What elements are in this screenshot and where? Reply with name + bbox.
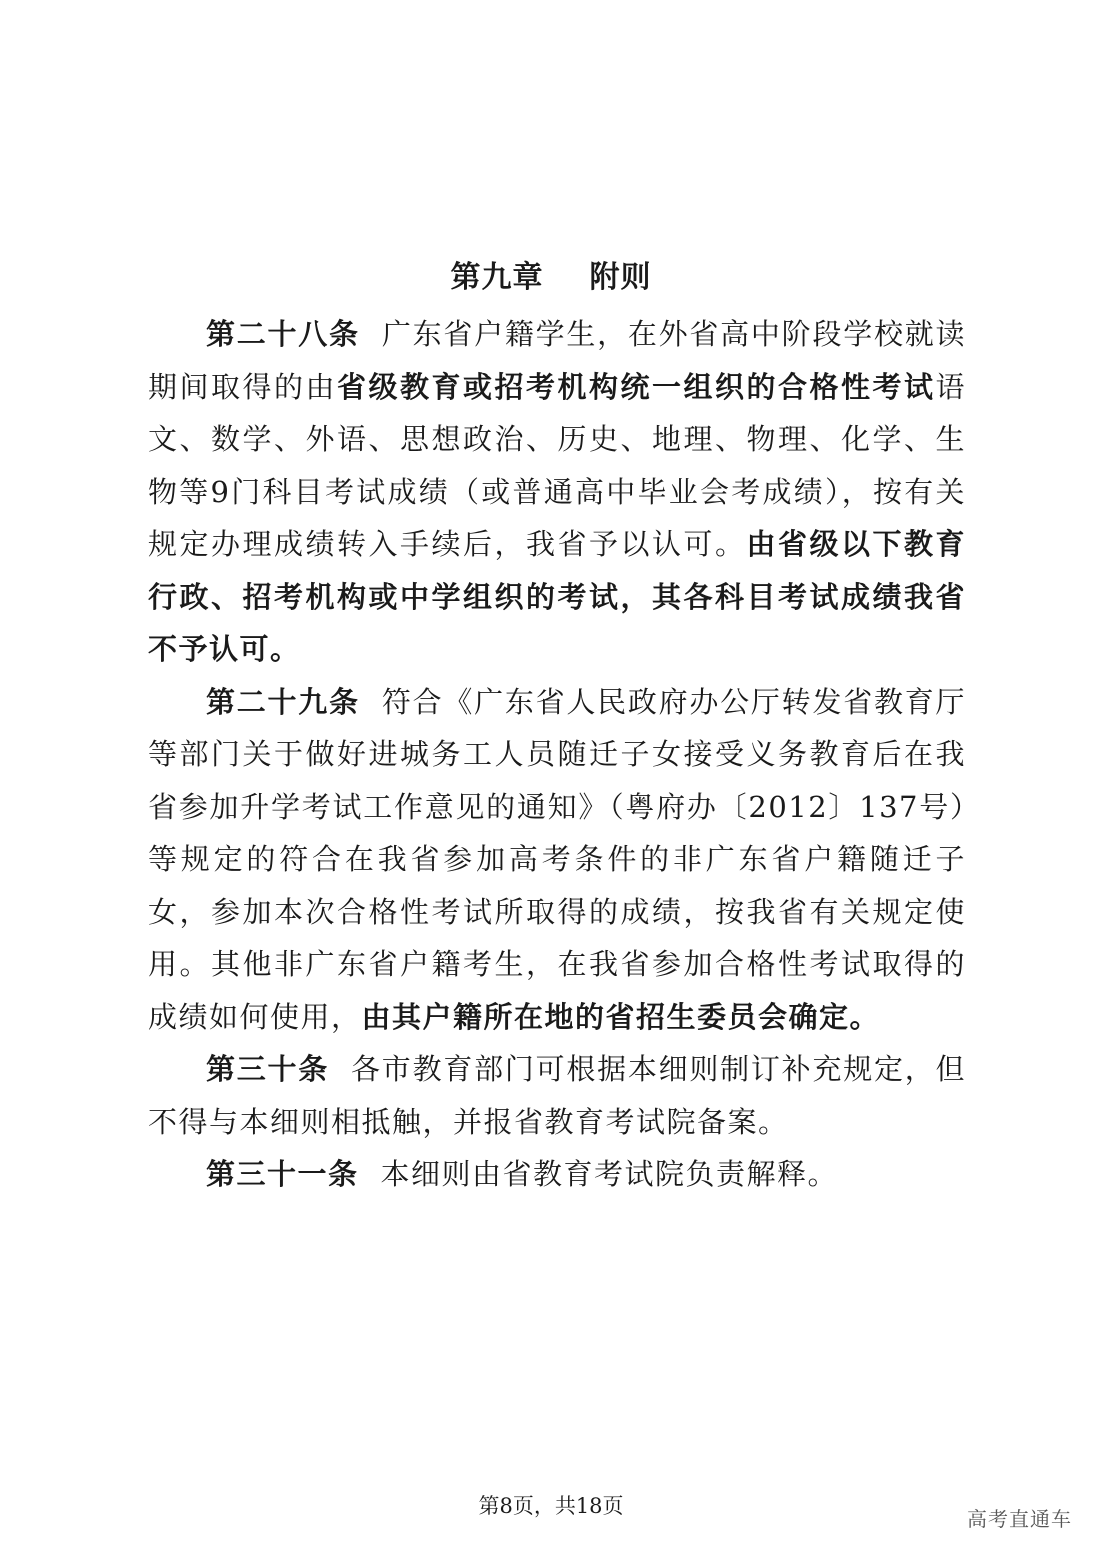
article-31 xyxy=(148,1148,966,1201)
article-text: 符合《广东省人民政府办公厅转发省教育厅等部门关于做好进城务工人员随迁子女接受义务教育后在我省参加升学考试工作意见的通知》（粤府办〔2012〕137号）等规定的符合在我省参加高考条件的非广东省户籍随迁子女，参加本次合格性考试所取得的成绩，按我省有关规定使用。其他非广东省户籍考生，在我省参加合格性考试取得的成绩如何使用， xyxy=(148,684,966,1034)
article-label: 第三十条 xyxy=(206,1052,330,1086)
article-label: 第二十九条 xyxy=(206,684,360,719)
article-text-emphasis: 由省级以下教育行政、招考机构或中学组织的考试，其各科目考试成绩我省不予认可。 xyxy=(148,527,966,666)
article-text: 本细则由省教育考试院负责解释。 xyxy=(380,1157,839,1191)
article-text: 广东省户籍学生，在外省高中阶段学校就读期间取得的由 xyxy=(148,317,966,404)
page-number-footer: 第8页，共18页 xyxy=(478,1494,624,1518)
chapter-title: 附则 xyxy=(589,260,652,295)
article-text: 语文、数学、外语、思想政治、历史、地理、物理、化学、生物等9门科目考试成绩（或普通高中毕业会考成绩），按有关规定办理成绩转入手续后，我省予以认可。 xyxy=(148,369,966,561)
document-body xyxy=(148,308,966,1201)
article-label: 第二十八条 xyxy=(206,317,360,351)
chapter-number: 第九章 xyxy=(450,260,544,295)
article-28 xyxy=(148,308,966,676)
article-text-emphasis: 由其户籍所在地的省招生委员会确定。 xyxy=(361,999,881,1034)
watermark-text: 高考直通车 xyxy=(967,1507,1072,1531)
article-text: 各市教育部门可根据本细则制订补充规定，但不得与本细则相抵触，并报省教育考试院备案。 xyxy=(148,1052,966,1139)
article-text-emphasis: 省级教育或招考机构统一组织的合格性考试 xyxy=(337,369,936,404)
article-29 xyxy=(148,676,966,1044)
chapter-heading xyxy=(0,256,1102,300)
article-30 xyxy=(148,1043,966,1148)
article-label: 第三十一条 xyxy=(206,1157,359,1191)
